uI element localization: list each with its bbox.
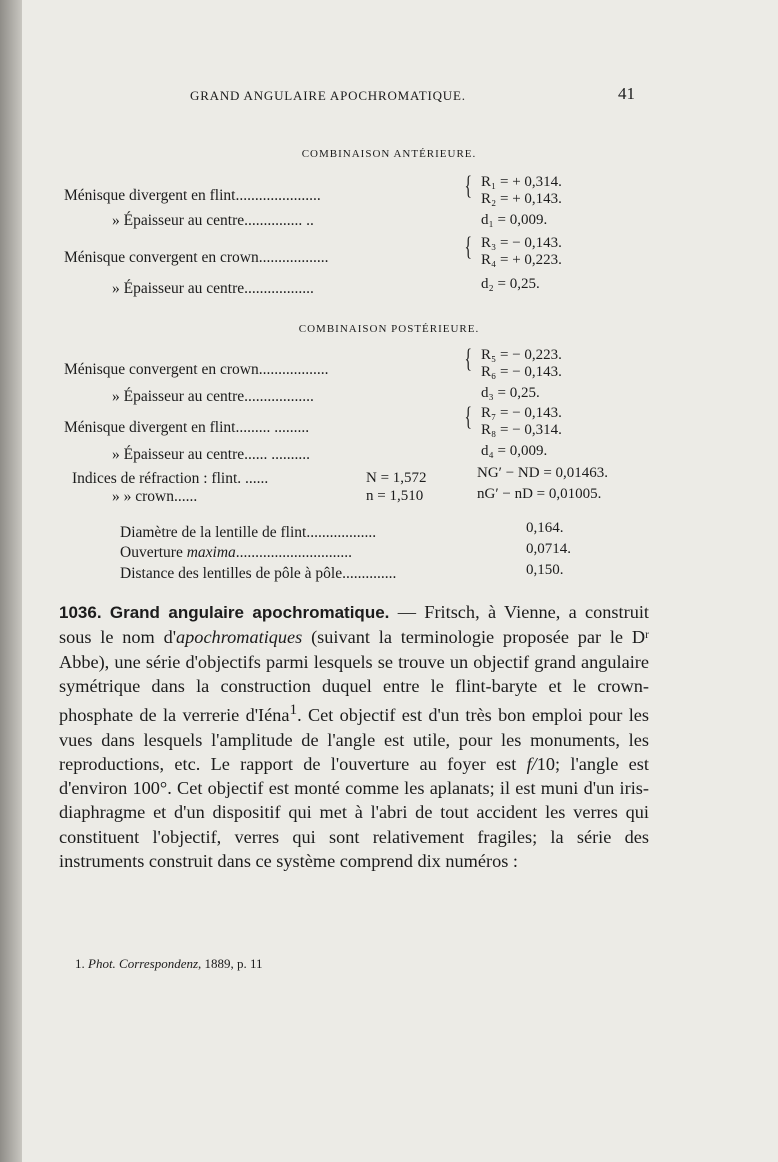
r5-value: R₅ = − 0,223. bbox=[481, 347, 562, 363]
summary-diameter-label: Diamètre de la lentille de flint.................. bbox=[120, 524, 377, 541]
row-label: » Épaisseur au centre.................. bbox=[112, 388, 314, 405]
d2-value: d₂ = 0,25. bbox=[481, 276, 540, 292]
anterior-title: COMBINAISON ANTÉRIEURE. bbox=[301, 148, 477, 160]
r4-value: R₄ = + 0,223. bbox=[481, 252, 562, 268]
r3-value: R₃ = − 0,143. bbox=[481, 235, 562, 251]
section-title: Grand angulaire apochromatique. bbox=[109, 603, 390, 622]
r6-value: R₆ = − 0,143. bbox=[481, 364, 562, 380]
indices-flint-diff: NG′ − ND = 0,01463. bbox=[477, 465, 609, 481]
summary-aperture-value: 0,0714. bbox=[526, 541, 571, 557]
summary-distance-label: Distance des lentilles de pôle à pôle.............. bbox=[120, 565, 397, 582]
section-number: 1036. bbox=[59, 603, 102, 622]
brace: { bbox=[464, 344, 472, 373]
d4-value: d₄ = 0,009. bbox=[481, 443, 548, 459]
indices-crown-n: n = 1,510 bbox=[366, 488, 424, 504]
brace: { bbox=[464, 232, 472, 261]
summary-aperture-label: Ouverture maxima.............................. bbox=[120, 544, 353, 561]
indices-crown-label: » » crown...... bbox=[112, 488, 198, 505]
brace: { bbox=[464, 402, 472, 431]
r2-value: R₂ = + 0,143. bbox=[481, 191, 562, 207]
d3-value: d₃ = 0,25. bbox=[481, 385, 540, 401]
row-label: Ménisque convergent en crown.................. bbox=[64, 249, 329, 266]
r1-value: R₁ = + 0,314. bbox=[481, 174, 562, 190]
row-label: Ménisque divergent en flint...................... bbox=[64, 187, 321, 204]
indices-flint-label: Indices de réfraction : flint. ...... bbox=[72, 470, 269, 487]
indices-flint-n: N = 1,572 bbox=[366, 470, 427, 486]
row-label: » Épaisseur au centre............... .. bbox=[112, 212, 314, 229]
summary-diameter-value: 0,164. bbox=[526, 520, 564, 536]
footnote-source: Phot. Correspondenz bbox=[88, 956, 199, 971]
row-label: Ménisque divergent en flint......... ......... bbox=[64, 419, 310, 436]
footnote: 1. Phot. Correspondenz, 1889, p. 11 bbox=[75, 956, 263, 971]
section-paragraph: 1036. Grand angulaire apochromatique. — Fritsch, à Vienne, a construit sous le nom d'apochromatiques (suivant la terminologie proposée par le Dʳ Abbe), une série d'objectifs parmi lesquels se trouve un objectif grand angulaire symétrique dans la construction duquel entre le flint-baryte et le crown-phosphate de la verrerie d'Iéna$^1$. Cet objectif est d'un très bon emploi pour les vues dans lesquels l'amplitude de l'angle est utile, pour les monuments, les reproductions, etc. Le rapport de l'ouverture au foyer est f/10; l'angle est d'environ 100°. Cet objectif est monté comme les aplanats; il est muni d'un iris-diaphragme et d'un dispositif qui met à l'abri de tout accident les verres qui constituent l'objectif, verres qui sont relativement fragiles; la série des instruments construit dans ce système comprend dix numéros : bbox=[59, 602, 650, 872]
page-number: 41 bbox=[618, 84, 635, 103]
summary-distance-value: 0,150. bbox=[526, 562, 564, 578]
row-label: » Épaisseur au centre.................. bbox=[112, 280, 314, 297]
d1-value: d₁ = 0,009. bbox=[481, 212, 548, 228]
row-label: » Épaisseur au centre...... .......... bbox=[112, 446, 310, 463]
footnote-ref: 1 bbox=[289, 701, 298, 719]
brace: { bbox=[464, 171, 472, 200]
running-header bbox=[190, 84, 635, 104]
posterior-title: COMBINAISON POSTÉRIEURE. bbox=[298, 323, 480, 335]
page-edge bbox=[0, 0, 22, 1162]
r8-value: R₈ = − 0,314. bbox=[481, 422, 562, 438]
r7-value: R₇ = − 0,143. bbox=[481, 405, 562, 421]
header-title: GRAND ANGULAIRE APOCHROMATIQUE. bbox=[190, 88, 466, 103]
indices-crown-diff: nG′ − nD = 0,01005. bbox=[477, 486, 602, 502]
row-label: Ménisque convergent en crown.................. bbox=[64, 361, 329, 378]
